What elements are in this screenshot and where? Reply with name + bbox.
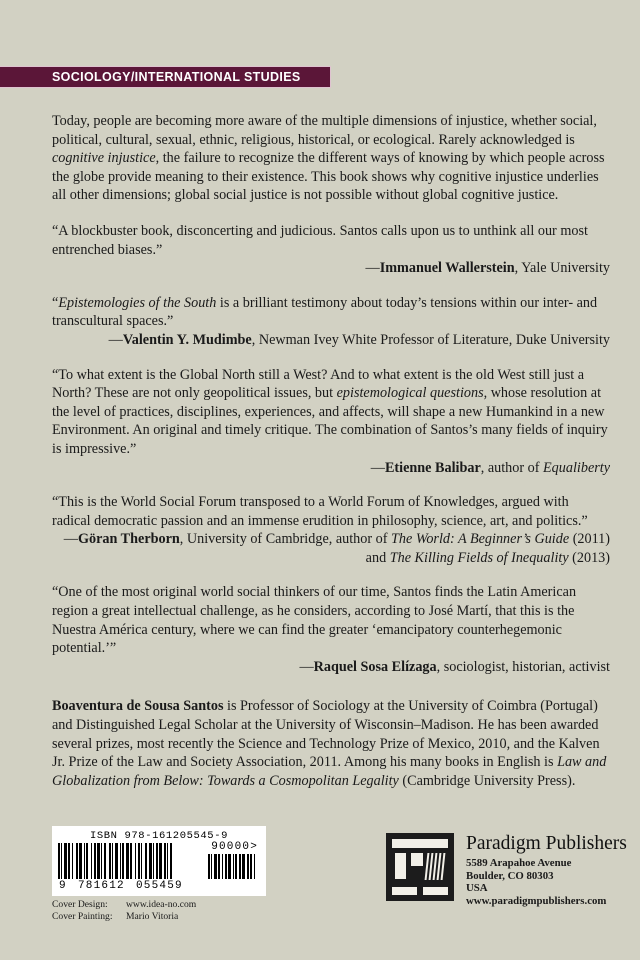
attrib-dash: —: [370, 459, 385, 476]
publisher-address-line2: Boulder, CO 80303: [466, 869, 554, 882]
isbn-barcode: [52, 826, 266, 896]
attrib-affiliation: , Newman Ivey White Professor of Literature, Duke University: [251, 331, 610, 348]
bio-part1: is Professor of Sociology at the University of Coimbra (Portugal) and Distinguished Legal Scholar at the University of Wisconsin–Madison. He has been awarded several prizes, most recently the Science and Technology Prize of Mexico, 2010, and the Kalven Jr. Prize of the Law and Society Association, 2011. Among his many books in English is: [52, 698, 600, 771]
quote-rest: is a brilliant testimony about today’s tensions within our inter- and transcultural spaces.”: [52, 294, 598, 330]
logo-base-left: [392, 887, 417, 895]
attrib-book-title: The World: A Beginner’s Guide: [391, 531, 570, 548]
attrib-name: Immanuel Wallerstein: [379, 260, 515, 277]
logo-base-right: [423, 887, 448, 895]
description-part2: , the failure to recognize the different ways of knowing by which people across the globe provide meaning to their existence. This book shows why cognitive injustice underlies all other dimensions; global social justice is not possible without global cognitive justice.: [52, 150, 605, 204]
barcode-graphic: [58, 843, 260, 879]
publisher-text: [466, 833, 627, 907]
publisher-address-country: USA: [466, 882, 488, 895]
credit-value: www.idea-no.com: [126, 899, 197, 910]
quote-book-title: Epistemologies of the South: [58, 294, 217, 311]
credit-label: Cover Painting:: [52, 910, 113, 922]
publisher-block: [386, 833, 627, 907]
category-banner: [0, 66, 331, 88]
quote-lead: “: [52, 294, 59, 311]
attrib-name: Valentin Y. Mudimbe: [122, 331, 252, 348]
publisher-website: www.paradigmpublishers.com: [466, 894, 607, 907]
author-bio: [52, 697, 610, 790]
author-name: Boaventura de Sousa Santos: [52, 698, 224, 715]
blurb-mudimbe: [52, 294, 610, 350]
blurb-quote: [52, 366, 610, 459]
attrib-book-title: Equaliberty: [543, 459, 610, 476]
barcode-ean13-bars: [58, 843, 201, 879]
blurb-therborn: [52, 493, 610, 567]
blurb-wallerstein: [52, 222, 610, 278]
attrib-name: Etienne Balibar: [384, 459, 481, 476]
blurb-attribution: [52, 259, 610, 278]
category-banner-label: SOCIOLOGY/INTERNATIONAL STUDIES: [52, 70, 301, 84]
credit-label: Cover Design:: [52, 899, 108, 910]
barcode-addon-bars: [208, 854, 260, 879]
logo-pillar: [395, 853, 406, 879]
publisher-name: Paradigm Publishers: [466, 833, 627, 854]
blurb-sosa-elizaga: [52, 583, 610, 676]
publisher-address: [466, 857, 627, 907]
isbn-number: ISBN 978-161205545-9: [89, 830, 229, 842]
description-emphasis: cognitive injustice: [52, 150, 156, 167]
barcode-addon-digits: 90000>: [211, 841, 258, 853]
attrib-year: (2011): [569, 531, 610, 548]
blurb-attribution: [52, 530, 610, 549]
blurb-quote: [52, 294, 610, 331]
attrib-dash: —: [299, 658, 314, 675]
attrib-line2-pre: and: [365, 549, 390, 566]
blurb-quote: “One of the most original world social thinkers of our time, Santos finds the Latin American region a great intellectual challenge, as he considers, according to José Martí, that this is the Nuestra América century, where we can find the greater ‘emancipatory counterhegemonic potential.’”: [52, 584, 577, 657]
attrib-line2-year: (2013): [568, 549, 610, 566]
blurb-balibar: [52, 366, 610, 478]
attrib-dash: —: [63, 531, 78, 548]
bio-book-title: Law and Globalization from Below: Towards a Cosmopolitan Legality: [52, 754, 607, 789]
credit-row: [52, 911, 196, 923]
attrib-affiliation: , author of: [480, 459, 544, 476]
attrib-affiliation: , Yale University: [514, 260, 610, 277]
attrib-name: Göran Therborn: [77, 531, 180, 548]
barcode-ean-digits: 9 781612 055459: [59, 880, 183, 892]
paradigm-publishers-logo-icon: [386, 833, 454, 901]
logo-inner: [392, 839, 448, 895]
blurb-attribution: [52, 459, 610, 478]
bio-part2: (Cambridge University Press).: [398, 772, 576, 789]
logo-top-bar: [392, 839, 448, 848]
blurb-attribution: [52, 658, 610, 677]
description-part1: Today, people are becoming more aware of the multiple dimensions of injustice, whether social, political, cultural, sexual, ethnic, religious, historical, or ecological. Rarely acknowledged is: [52, 113, 597, 148]
attrib-line2-book-title: The Killing Fields of Inequality: [389, 549, 569, 566]
logo-stripes: [425, 853, 446, 880]
quote-emphasis: epistemological questions: [336, 385, 484, 402]
blurb-quote: “A blockbuster book, disconcerting and judicious. Santos calls upon us to unthink all our most entrenched biases.”: [52, 222, 588, 258]
cover-footer: [0, 826, 640, 946]
blurb-attribution: [52, 331, 610, 350]
quote-part1: “To what extent is the Global North still a West? And to what extent is the old West still just a North? These are not only geopolitical issues, but: [52, 366, 585, 402]
quote-part2: , whose resolution at the level of practices, disciplines, experiences, and affects, will shape a new Humankind in a new Environment. An original and timely critique. The combination of Santos’s many fields of inquiry is impressive.”: [52, 385, 608, 457]
cover-credits: [52, 899, 196, 922]
attrib-dash: —: [365, 260, 380, 277]
blurb-quote: “This is the World Social Forum transposed to a World Forum of Knowledges, argued with radical democratic passion and an immense erudition in philosophy, science, art, and politics.”: [52, 494, 588, 529]
credit-row: [52, 899, 196, 911]
logo-square: [411, 853, 423, 866]
attrib-affiliation: , University of Cambridge, author of: [179, 531, 391, 548]
attrib-affiliation: , sociologist, historian, activist: [436, 658, 610, 675]
cover-text-column: [52, 112, 610, 790]
book-description: [52, 112, 610, 205]
publisher-address-line1: 5589 Arapahoe Avenue: [466, 857, 572, 869]
attrib-dash: —: [108, 331, 123, 348]
attrib-name: Raquel Sosa Elízaga: [313, 658, 437, 675]
credit-value: Mario Vitoria: [126, 910, 179, 922]
blurb-attribution-line2: [52, 549, 610, 568]
